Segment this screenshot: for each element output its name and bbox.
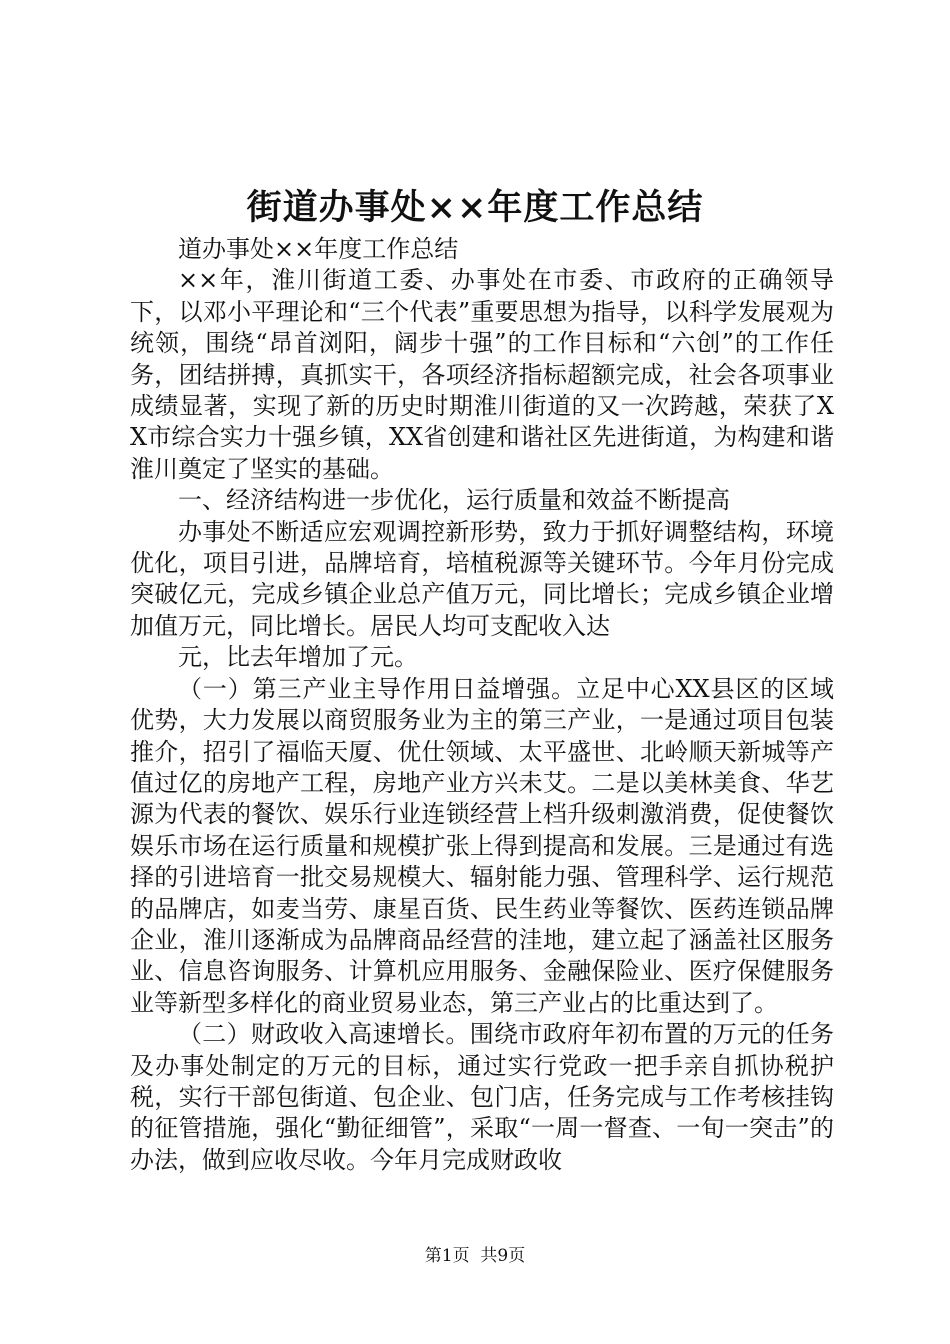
page-footer xyxy=(0,1244,950,1268)
subtitle-paragraph: 道办事处××年度工作总结 xyxy=(178,235,459,263)
economy-paragraph: 办事处不断适应宏观调控新形势，致力于抓好调整结构，环境优化，项目引进，品牌培育，培植税源等关键环节。今年月份完成突破亿元，完成乡镇企业总产值万元，同比增长；完成乡镇企业增加值万元，同比增长。居民人均可支配收入达 xyxy=(130,517,834,640)
section-heading: 一、经济结构进一步优化，运行质量和效益不断提高 xyxy=(178,486,730,515)
document-title: 街道办事处××年度工作总结 xyxy=(246,187,704,228)
tertiary-industry-paragraph: （一）第三产业主导作用日益增强。立足中心XX县区的区域优势，大力发展以商贸服务业为主的第三产业，一是通过项目包装推介，招引了福临天厦、优仕领域、太平盛世、北岭顺天新城等产值过亿的房地产工程，房地产业方兴未艾。二是以美林美食、华艺源为代表的餐饮、娱乐行业连锁经营上档升级刺激消费，促使餐饮娱乐市场在运行质量和规模扩张上得到提高和发展。三是通过有选择的引进培育一批交易规模大、辐射能力强、管理科学、运行规范的品牌店，如麦当劳、康星百货、民生药业等餐饮、医药连锁品牌企业，淮川逐渐成为品牌商品经营的洼地，建立起了涵盖社区服务业、信息咨询服务、计算机应用服务、金融保险业、医疗保健服务业等新型多样化的商业贸易业态，第三产业占的比重达到了。 xyxy=(130,674,834,1017)
income-paragraph: 元，比去年增加了元。 xyxy=(178,643,418,672)
intro-paragraph: ××年，淮川街道工委、办事处在市委、市政府的正确领导下，以邓小平理论和“三个代表”重要思想为指导，以科学发展观为统领，围绕“昂首浏阳，阔步十强”的工作目标和“六创”的工作任务，团结拼搏，真抓实干，各项经济指标超额完成，社会各项事业成绩显著，实现了新的历史时期淮川街道的又一次跨越，荣获了XX市综合实力十强乡镇，XX省创建和谐社区先进街道，为构建和谐淮川奠定了坚实的基础。 xyxy=(130,266,834,483)
fiscal-revenue-paragraph: （二）财政收入高速增长。围绕市政府年初布置的万元的任务及办事处制定的万元的目标，通过实行党政一把手亲自抓协税护税，实行干部包街道、包企业、包门店，任务完成与工作考核挂钩的征管措施，强化“勤征细管”，采取“一周一督查、一旬一突击”的办法，做到应收尽收。今年月完成财政收 xyxy=(130,1020,834,1174)
document-body xyxy=(130,234,834,1176)
page-number: 第1页 共9页 xyxy=(424,1246,526,1266)
